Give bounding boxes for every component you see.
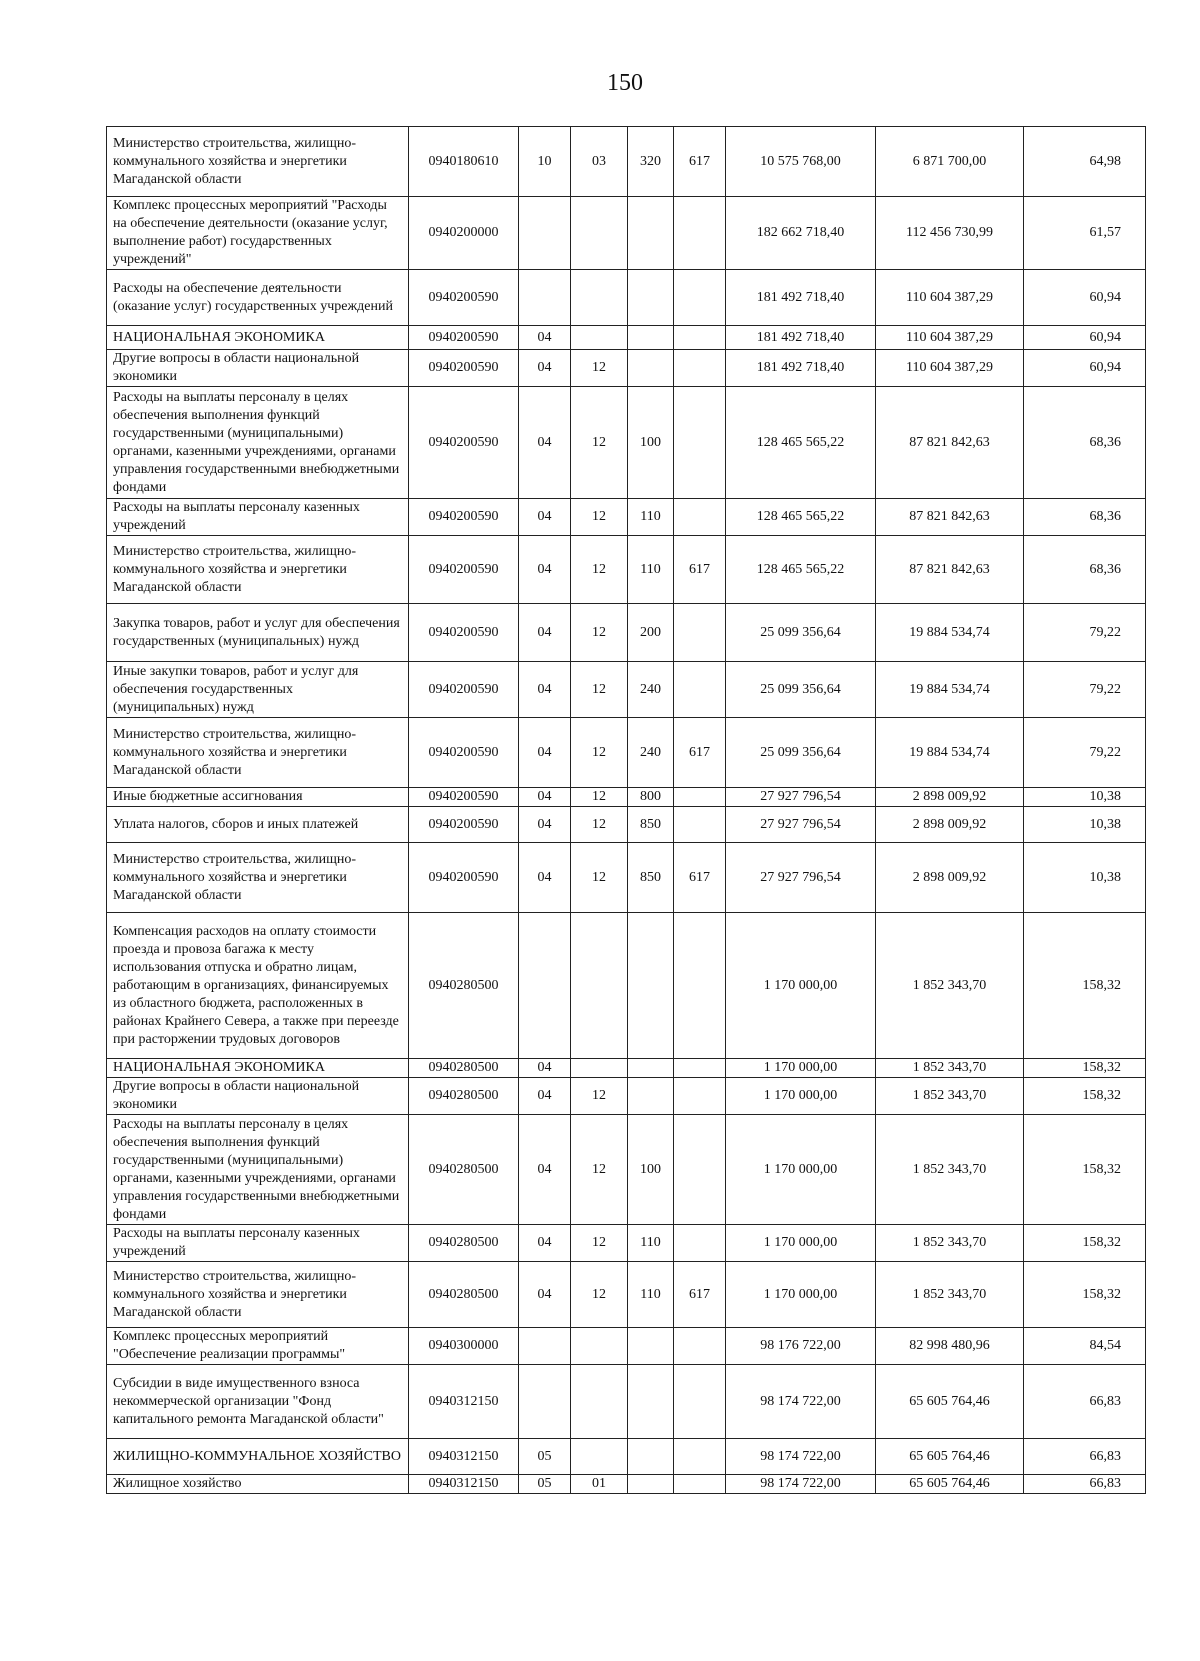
row-executed: 112 456 730,99 <box>876 197 1024 270</box>
row-percent: 60,94 <box>1024 326 1146 350</box>
row-expense-type <box>628 1328 674 1365</box>
row-section: 04 <box>519 718 571 788</box>
row-code: 0940200590 <box>409 350 519 387</box>
row-admin-code <box>674 807 726 843</box>
table-row <box>107 1059 1146 1078</box>
row-section: 04 <box>519 1225 571 1262</box>
table-row <box>107 604 1146 662</box>
row-percent: 79,22 <box>1024 718 1146 788</box>
row-percent: 68,36 <box>1024 499 1146 536</box>
row-admin-code <box>674 1328 726 1365</box>
row-planned: 1 170 000,00 <box>726 1059 876 1078</box>
row-percent: 158,32 <box>1024 1115 1146 1225</box>
row-section: 05 <box>519 1439 571 1475</box>
row-section: 04 <box>519 1059 571 1078</box>
row-name: Министерство строительства, жилищно-коммунального хозяйства и энергетики Магаданской области <box>107 127 409 197</box>
table-row <box>107 1225 1146 1262</box>
row-executed: 1 852 343,70 <box>876 1115 1024 1225</box>
row-subsection <box>571 197 628 270</box>
row-subsection <box>571 1439 628 1475</box>
row-planned: 1 170 000,00 <box>726 1225 876 1262</box>
row-percent: 79,22 <box>1024 662 1146 718</box>
row-section: 04 <box>519 1115 571 1225</box>
row-admin-code <box>674 604 726 662</box>
row-planned: 128 465 565,22 <box>726 387 876 499</box>
row-percent: 66,83 <box>1024 1439 1146 1475</box>
row-executed: 65 605 764,46 <box>876 1475 1024 1494</box>
row-planned: 1 170 000,00 <box>726 913 876 1059</box>
row-executed: 19 884 534,74 <box>876 604 1024 662</box>
row-expense-type: 100 <box>628 1115 674 1225</box>
row-executed: 65 605 764,46 <box>876 1439 1024 1475</box>
row-percent: 68,36 <box>1024 536 1146 604</box>
table-row <box>107 662 1146 718</box>
row-code: 0940200590 <box>409 807 519 843</box>
row-executed: 19 884 534,74 <box>876 718 1024 788</box>
row-name: НАЦИОНАЛЬНАЯ ЭКОНОМИКА <box>107 326 409 350</box>
row-executed: 1 852 343,70 <box>876 1059 1024 1078</box>
row-section <box>519 270 571 326</box>
row-admin-code: 617 <box>674 843 726 913</box>
row-expense-type: 850 <box>628 807 674 843</box>
row-admin-code <box>674 1078 726 1115</box>
row-subsection: 12 <box>571 536 628 604</box>
row-subsection <box>571 913 628 1059</box>
row-executed: 87 821 842,63 <box>876 499 1024 536</box>
row-executed: 2 898 009,92 <box>876 843 1024 913</box>
row-subsection <box>571 1059 628 1078</box>
row-executed: 6 871 700,00 <box>876 127 1024 197</box>
table-row <box>107 1262 1146 1328</box>
row-admin-code <box>674 788 726 807</box>
row-admin-code <box>674 1475 726 1494</box>
row-subsection: 12 <box>571 1225 628 1262</box>
row-percent: 61,57 <box>1024 197 1146 270</box>
row-section: 05 <box>519 1475 571 1494</box>
row-planned: 25 099 356,64 <box>726 662 876 718</box>
row-admin-code: 617 <box>674 536 726 604</box>
row-executed: 1 852 343,70 <box>876 1225 1024 1262</box>
row-code: 0940200590 <box>409 843 519 913</box>
row-admin-code <box>674 499 726 536</box>
row-name: НАЦИОНАЛЬНАЯ ЭКОНОМИКА <box>107 1059 409 1078</box>
row-code: 0940312150 <box>409 1365 519 1439</box>
row-expense-type <box>628 913 674 1059</box>
row-admin-code <box>674 326 726 350</box>
table-row <box>107 499 1146 536</box>
row-name: Закупка товаров, работ и услуг для обеспечения государственных (муниципальных) нужд <box>107 604 409 662</box>
row-planned: 1 170 000,00 <box>726 1262 876 1328</box>
row-expense-type: 800 <box>628 788 674 807</box>
row-name: Комплекс процессных мероприятий "Расходы на обеспечение деятельности (оказание услуг, выполнение работ) государственных учреждений" <box>107 197 409 270</box>
row-expense-type: 110 <box>628 499 674 536</box>
row-name: Расходы на обеспечение деятельности (оказание услуг) государственных учреждений <box>107 270 409 326</box>
row-percent: 66,83 <box>1024 1365 1146 1439</box>
row-code: 0940200590 <box>409 662 519 718</box>
row-code: 0940280500 <box>409 913 519 1059</box>
row-expense-type: 110 <box>628 1225 674 1262</box>
table-row <box>107 788 1146 807</box>
row-name: Министерство строительства, жилищно-коммунального хозяйства и энергетики Магаданской области <box>107 536 409 604</box>
row-code: 0940200590 <box>409 604 519 662</box>
row-section <box>519 197 571 270</box>
row-name: Министерство строительства, жилищно-коммунального хозяйства и энергетики Магаданской области <box>107 718 409 788</box>
row-subsection: 12 <box>571 788 628 807</box>
row-code: 0940200590 <box>409 499 519 536</box>
row-percent: 158,32 <box>1024 1078 1146 1115</box>
row-admin-code: 617 <box>674 127 726 197</box>
row-percent: 60,94 <box>1024 350 1146 387</box>
row-percent: 84,54 <box>1024 1328 1146 1365</box>
row-percent: 10,38 <box>1024 807 1146 843</box>
row-admin-code <box>674 270 726 326</box>
row-admin-code <box>674 350 726 387</box>
table-row <box>107 1078 1146 1115</box>
row-expense-type: 110 <box>628 1262 674 1328</box>
row-code: 0940280500 <box>409 1059 519 1078</box>
row-name: Расходы на выплаты персоналу в целях обеспечения выполнения функций государственными (муниципальными) органами, казенными учреждениями, органами управления государственными внебюджетными фондами <box>107 387 409 499</box>
row-code: 0940280500 <box>409 1115 519 1225</box>
row-section: 04 <box>519 350 571 387</box>
row-planned: 25 099 356,64 <box>726 718 876 788</box>
row-percent: 10,38 <box>1024 788 1146 807</box>
table-row <box>107 127 1146 197</box>
row-executed: 1 852 343,70 <box>876 1262 1024 1328</box>
row-subsection: 12 <box>571 662 628 718</box>
row-expense-type <box>628 270 674 326</box>
row-subsection: 12 <box>571 1078 628 1115</box>
row-subsection <box>571 1328 628 1365</box>
row-code: 0940200590 <box>409 718 519 788</box>
row-percent: 158,32 <box>1024 1262 1146 1328</box>
row-expense-type: 110 <box>628 536 674 604</box>
row-expense-type <box>628 1475 674 1494</box>
row-planned: 98 174 722,00 <box>726 1365 876 1439</box>
row-name: ЖИЛИЩНО-КОММУНАЛЬНОЕ ХОЗЯЙСТВО <box>107 1439 409 1475</box>
row-expense-type: 240 <box>628 662 674 718</box>
row-subsection <box>571 1365 628 1439</box>
table-row <box>107 913 1146 1059</box>
row-name: Министерство строительства, жилищно-коммунального хозяйства и энергетики Магаданской области <box>107 843 409 913</box>
row-name: Комплекс процессных мероприятий "Обеспечение реализации программы" <box>107 1328 409 1365</box>
row-subsection <box>571 270 628 326</box>
row-admin-code <box>674 1365 726 1439</box>
row-subsection <box>571 326 628 350</box>
row-admin-code <box>674 387 726 499</box>
row-executed: 82 998 480,96 <box>876 1328 1024 1365</box>
row-expense-type <box>628 326 674 350</box>
row-name: Другие вопросы в области национальной экономики <box>107 350 409 387</box>
row-percent: 158,32 <box>1024 1225 1146 1262</box>
row-code: 0940280500 <box>409 1225 519 1262</box>
row-code: 0940300000 <box>409 1328 519 1365</box>
row-code: 0940312150 <box>409 1475 519 1494</box>
row-name: Министерство строительства, жилищно-коммунального хозяйства и энергетики Магаданской области <box>107 1262 409 1328</box>
row-percent: 10,38 <box>1024 843 1146 913</box>
table-row <box>107 1328 1146 1365</box>
table-row <box>107 1365 1146 1439</box>
row-name: Жилищное хозяйство <box>107 1475 409 1494</box>
row-name: Иные бюджетные ассигнования <box>107 788 409 807</box>
row-planned: 98 174 722,00 <box>726 1475 876 1494</box>
row-expense-type: 850 <box>628 843 674 913</box>
row-executed: 65 605 764,46 <box>876 1365 1024 1439</box>
row-percent: 64,98 <box>1024 127 1146 197</box>
row-percent: 68,36 <box>1024 387 1146 499</box>
row-code: 0940280500 <box>409 1078 519 1115</box>
row-executed: 110 604 387,29 <box>876 270 1024 326</box>
row-planned: 25 099 356,64 <box>726 604 876 662</box>
table-row <box>107 843 1146 913</box>
row-subsection: 03 <box>571 127 628 197</box>
row-subsection: 12 <box>571 350 628 387</box>
row-admin-code <box>674 197 726 270</box>
row-name: Компенсация расходов на оплату стоимости проезда и провоза багажа к месту использования отпуска и обратно лицам, работающим в организациях, финансируемых из областного бюджета, расположенных в районах Крайнего Севера, а также при переезде при расторжении трудовых договоров <box>107 913 409 1059</box>
row-planned: 182 662 718,40 <box>726 197 876 270</box>
table-row <box>107 350 1146 387</box>
row-expense-type <box>628 1059 674 1078</box>
row-section: 10 <box>519 127 571 197</box>
row-name: Уплата налогов, сборов и иных платежей <box>107 807 409 843</box>
row-name: Расходы на выплаты персоналу в целях обеспечения выполнения функций государственными (муниципальными) органами, казенными учреждениями, органами управления государственными внебюджетными фондами <box>107 1115 409 1225</box>
row-section <box>519 1328 571 1365</box>
row-percent: 60,94 <box>1024 270 1146 326</box>
row-percent: 158,32 <box>1024 913 1146 1059</box>
row-executed: 87 821 842,63 <box>876 387 1024 499</box>
row-planned: 98 176 722,00 <box>726 1328 876 1365</box>
row-section: 04 <box>519 387 571 499</box>
row-executed: 110 604 387,29 <box>876 350 1024 387</box>
row-code: 0940200000 <box>409 197 519 270</box>
row-expense-type: 200 <box>628 604 674 662</box>
row-planned: 128 465 565,22 <box>726 499 876 536</box>
row-name: Расходы на выплаты персоналу казенных учреждений <box>107 499 409 536</box>
row-subsection: 12 <box>571 1262 628 1328</box>
row-executed: 2 898 009,92 <box>876 788 1024 807</box>
row-expense-type <box>628 197 674 270</box>
row-code: 0940280500 <box>409 1262 519 1328</box>
row-code: 0940200590 <box>409 270 519 326</box>
row-section <box>519 1365 571 1439</box>
table-row <box>107 536 1146 604</box>
row-section: 04 <box>519 1262 571 1328</box>
page-number: 150 <box>607 70 643 96</box>
table-row <box>107 270 1146 326</box>
row-name: Субсидии в виде имущественного взноса некоммерческой организации "Фонд капитального ремонта Магаданской области" <box>107 1365 409 1439</box>
row-planned: 27 927 796,54 <box>726 843 876 913</box>
row-executed: 19 884 534,74 <box>876 662 1024 718</box>
table-row <box>107 1115 1146 1225</box>
row-planned: 181 492 718,40 <box>726 270 876 326</box>
row-planned: 181 492 718,40 <box>726 350 876 387</box>
row-planned: 27 927 796,54 <box>726 807 876 843</box>
row-expense-type <box>628 350 674 387</box>
row-planned: 128 465 565,22 <box>726 536 876 604</box>
row-section: 04 <box>519 536 571 604</box>
table-row <box>107 197 1146 270</box>
row-section: 04 <box>519 788 571 807</box>
row-name: Иные закупки товаров, работ и услуг для обеспечения государственных (муниципальных) нужд <box>107 662 409 718</box>
row-code: 0940312150 <box>409 1439 519 1475</box>
row-code: 0940200590 <box>409 326 519 350</box>
row-name: Расходы на выплаты персоналу казенных учреждений <box>107 1225 409 1262</box>
row-admin-code <box>674 1059 726 1078</box>
row-subsection: 12 <box>571 499 628 536</box>
row-section: 04 <box>519 662 571 718</box>
row-subsection: 12 <box>571 387 628 499</box>
row-section: 04 <box>519 499 571 536</box>
row-executed: 1 852 343,70 <box>876 913 1024 1059</box>
row-section: 04 <box>519 326 571 350</box>
row-admin-code <box>674 1225 726 1262</box>
row-subsection: 12 <box>571 604 628 662</box>
row-planned: 181 492 718,40 <box>726 326 876 350</box>
row-section: 04 <box>519 1078 571 1115</box>
row-planned: 98 174 722,00 <box>726 1439 876 1475</box>
table-row <box>107 326 1146 350</box>
row-percent: 66,83 <box>1024 1475 1146 1494</box>
table-row <box>107 718 1146 788</box>
row-expense-type <box>628 1439 674 1475</box>
row-executed: 2 898 009,92 <box>876 807 1024 843</box>
table-row <box>107 807 1146 843</box>
row-planned: 1 170 000,00 <box>726 1078 876 1115</box>
row-executed: 87 821 842,63 <box>876 536 1024 604</box>
row-planned: 10 575 768,00 <box>726 127 876 197</box>
row-section: 04 <box>519 604 571 662</box>
budget-execution-table <box>106 126 1146 1494</box>
row-subsection: 12 <box>571 843 628 913</box>
row-planned: 1 170 000,00 <box>726 1115 876 1225</box>
row-section: 04 <box>519 807 571 843</box>
row-section <box>519 913 571 1059</box>
row-code: 0940200590 <box>409 788 519 807</box>
row-admin-code <box>674 662 726 718</box>
row-expense-type <box>628 1078 674 1115</box>
table-body <box>107 127 1146 1494</box>
row-name: Другие вопросы в области национальной экономики <box>107 1078 409 1115</box>
row-section: 04 <box>519 843 571 913</box>
table-row <box>107 387 1146 499</box>
row-planned: 27 927 796,54 <box>726 788 876 807</box>
row-expense-type: 100 <box>628 387 674 499</box>
row-admin-code: 617 <box>674 718 726 788</box>
row-admin-code <box>674 1439 726 1475</box>
row-admin-code <box>674 913 726 1059</box>
row-executed: 110 604 387,29 <box>876 326 1024 350</box>
table-row <box>107 1439 1146 1475</box>
row-subsection: 12 <box>571 807 628 843</box>
row-subsection: 01 <box>571 1475 628 1494</box>
row-expense-type: 320 <box>628 127 674 197</box>
row-expense-type: 240 <box>628 718 674 788</box>
row-admin-code: 617 <box>674 1262 726 1328</box>
row-executed: 1 852 343,70 <box>876 1078 1024 1115</box>
row-percent: 79,22 <box>1024 604 1146 662</box>
row-percent: 158,32 <box>1024 1059 1146 1078</box>
row-subsection: 12 <box>571 1115 628 1225</box>
row-code: 0940200590 <box>409 387 519 499</box>
row-code: 0940180610 <box>409 127 519 197</box>
table-row <box>107 1475 1146 1494</box>
row-admin-code <box>674 1115 726 1225</box>
row-expense-type <box>628 1365 674 1439</box>
row-subsection: 12 <box>571 718 628 788</box>
row-code: 0940200590 <box>409 536 519 604</box>
